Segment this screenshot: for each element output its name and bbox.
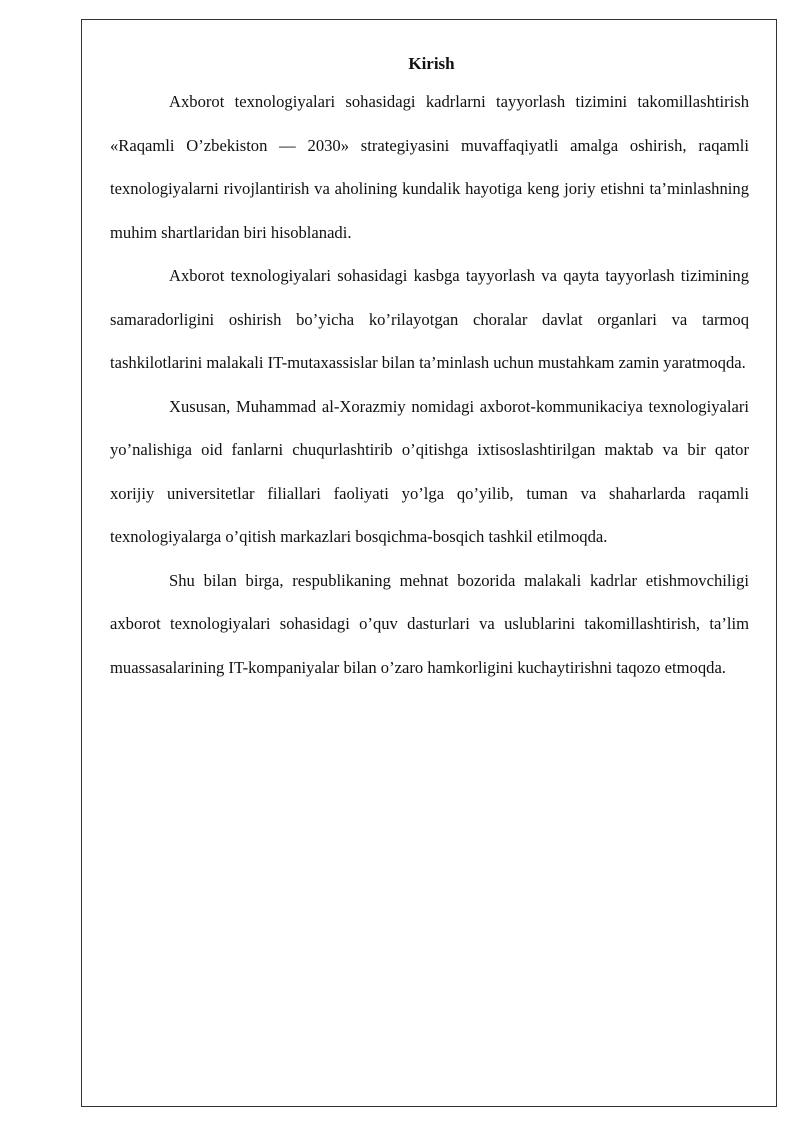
paragraph-2: Axborot texnologiyalari sohasidagi kasbga tayyorlash va qayta tayyorlash tizimining samaradorligini oshirish bo’yicha ko’rilayotgan choralar davlat organlari va tarmoq tashkilotlarini malakali IT-mutaxassislar bilan ta’minlash uchun mustahkam zamin yaratmoqda.: [110, 266, 749, 372]
paragraph-3: Xususan, Muhammad al-Xorazmiy nomidagi axborot-kommunikaciya texnologiyalari yo’nalishiga oid fanlarni chuqurlashtirib o’qitishga ixtisoslashtirilgan maktab va bir qator xorijiy universitetlar filiallari faoliyati yo’lga qo’yilib, tuman va shaharlarda raqamli texnologiyalarga o’qitish markazlari bosqichma-bosqich tashkil etilmoqda.: [110, 396, 749, 546]
paragraph-1: Axborot texnologiyalari sohasidagi kadrlarni tayyorlash tizimini takomillashtirish «Raqamli O’zbekiston — 2030» strategiyasini muvaffaqiyatli amalga oshirish, raqamli texnologiyalarni rivojlantirish va aholining kundalik hayotiga keng joriy etishni ta’minlashning muhim shartlaridan biri hisoblanadi.: [110, 92, 749, 242]
document-body: [110, 50, 749, 689]
document-title: Kirish: [408, 54, 455, 73]
paragraph-4: Shu bilan birga, respublikaning mehnat bozorida malakali kadrlar etishmovchiligi axborot texnologiyalari sohasidagi o’quv dasturlari va uslublarini takomillashtirish, ta’lim muassasalarining IT-kompaniyalar bilan o’zaro hamkorligini kuchaytirishni taqozo etmoqda.: [110, 570, 749, 677]
